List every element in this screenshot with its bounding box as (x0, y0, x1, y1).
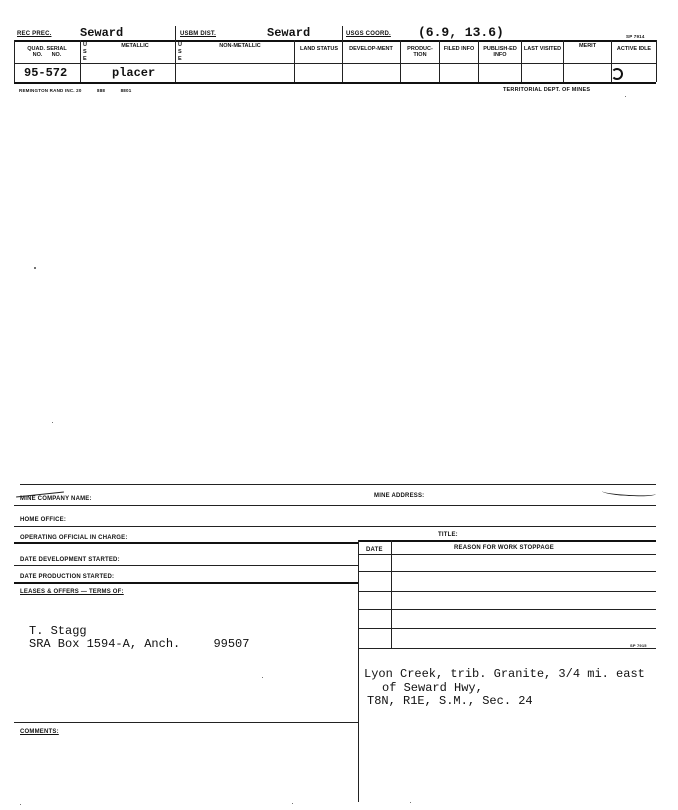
col-quad-serial (16, 46, 78, 58)
col-use-2: U S E (178, 42, 182, 62)
top-vline-12 (656, 40, 657, 82)
usbm-dist-label: USBM DIST. (180, 31, 217, 37)
usbm-dist-value: Seward (267, 26, 311, 40)
rec-prec-label: REC PREC. (17, 31, 52, 37)
col-filed-info: FILED INFO (443, 46, 475, 52)
speck-1 (34, 267, 36, 269)
top-rule-2 (14, 63, 656, 64)
col-published-info: PUBLISH-ED INFO (483, 46, 517, 58)
top-vline-7 (439, 40, 440, 82)
date-production-label: DATE PRODUCTION STARTED: (20, 574, 115, 580)
owner-name: T. Stagg (29, 624, 87, 638)
col-land-status: LAND STATUS (300, 46, 338, 52)
col-merit: MERIT (578, 43, 597, 49)
serial-value: 95-572 (24, 66, 68, 80)
top-vline-5 (342, 26, 343, 82)
owner-zip: 99507 (213, 637, 250, 651)
location-line-2: of Seward Hwy, (382, 681, 483, 695)
leases-label: LEASES & OFFERS — TERMS OF: (20, 589, 124, 595)
col-use-1: U S E (83, 42, 87, 62)
date-col-label: DATE (366, 547, 383, 553)
col-last-visited: LAST VISITED (523, 46, 562, 52)
top-rule-1 (14, 40, 656, 42)
rule-after-company (14, 505, 656, 506)
col-development: DEVELOP-MENT (349, 46, 393, 52)
top-form-number: SP 7914 (626, 34, 645, 39)
owner-address (29, 637, 249, 651)
top-vline-10 (563, 40, 564, 82)
owner-address-line: SRA Box 1594-A, Anch. (29, 637, 181, 651)
rule-after-prod (14, 582, 358, 584)
printer-note-text: REMINGTON RAND INC. 20 (19, 88, 82, 93)
top-vline-8 (478, 40, 479, 82)
mine-company-label: MINE COMPANY NAME: (20, 496, 92, 502)
top-vline-1 (14, 40, 15, 82)
top-vline-3 (175, 26, 176, 82)
printer-code-1: 888 (97, 88, 106, 93)
metallic-value: placer (112, 66, 156, 80)
speck-4 (262, 677, 263, 678)
stoppage-row-1 (358, 571, 656, 572)
speck-7 (410, 802, 411, 803)
printer-note (19, 88, 131, 93)
top-vline-2 (80, 40, 81, 82)
reason-col-label: REASON FOR WORK STOPPAGE (454, 545, 554, 551)
location-line-1: Lyon Creek, trib. Granite, 3/4 mi. east (364, 667, 645, 681)
rule-after-official-left (14, 542, 358, 544)
rule-before-comments (14, 722, 358, 723)
home-office-label: HOME OFFICE: (20, 517, 67, 523)
stoppage-row-4 (358, 628, 656, 629)
stoppage-row-3 (358, 609, 656, 610)
top-vline-9 (521, 40, 522, 82)
col-non-metallic: NON-METALLIC (219, 43, 261, 49)
title-label: TITLE: (438, 532, 458, 538)
speck-3 (625, 96, 626, 97)
bottom-top-squiggle (602, 488, 656, 498)
col-quad-serial-line1: QUAD. SERIAL (27, 46, 67, 52)
stoppage-header-rule (358, 554, 656, 555)
rule-after-home (14, 526, 656, 527)
rec-prec-value: Seward (80, 26, 124, 40)
operating-official-label: OPERATING OFFICIAL IN CHARGE: (20, 535, 128, 541)
speck-5 (20, 804, 21, 805)
top-vline-4 (294, 40, 295, 82)
mine-address-label: MINE ADDRESS: (374, 493, 425, 499)
col-metallic: METALLIC (121, 43, 149, 49)
bottom-top-rule (20, 484, 656, 485)
territorial-dept: TERRITORIAL DEPT. OF MINES (503, 87, 591, 93)
top-vline-6 (400, 40, 401, 82)
rule-after-official-right (358, 540, 656, 542)
rule-after-dev (14, 565, 358, 566)
stoppage-row-5 (358, 648, 656, 649)
col-active-idle: ACTIVE IDLE (616, 46, 652, 52)
stoppage-vline-left (358, 540, 359, 802)
printer-code-2: 8801 (120, 88, 132, 93)
comments-label: COMMENTS: (20, 729, 59, 735)
location-line-3: T8N, R1E, S.M., Sec. 24 (367, 694, 533, 708)
active-idle-mark (611, 68, 623, 80)
col-production: PRODUC-TION (407, 46, 433, 58)
date-development-label: DATE DEVELOPMENT STARTED: (20, 557, 120, 563)
speck-6 (292, 803, 293, 804)
stoppage-row-2 (358, 591, 656, 592)
usgs-coord-value: (6.9, 13.6) (418, 25, 504, 40)
usgs-coord-label: USGS COORD. (346, 31, 391, 37)
stoppage-vline-date (391, 540, 392, 648)
col-quad-serial-line2: NO. NO. (32, 52, 62, 58)
speck-2 (52, 422, 53, 423)
top-rule-3 (14, 82, 656, 84)
bottom-form-number: SP 7915 (630, 643, 647, 648)
